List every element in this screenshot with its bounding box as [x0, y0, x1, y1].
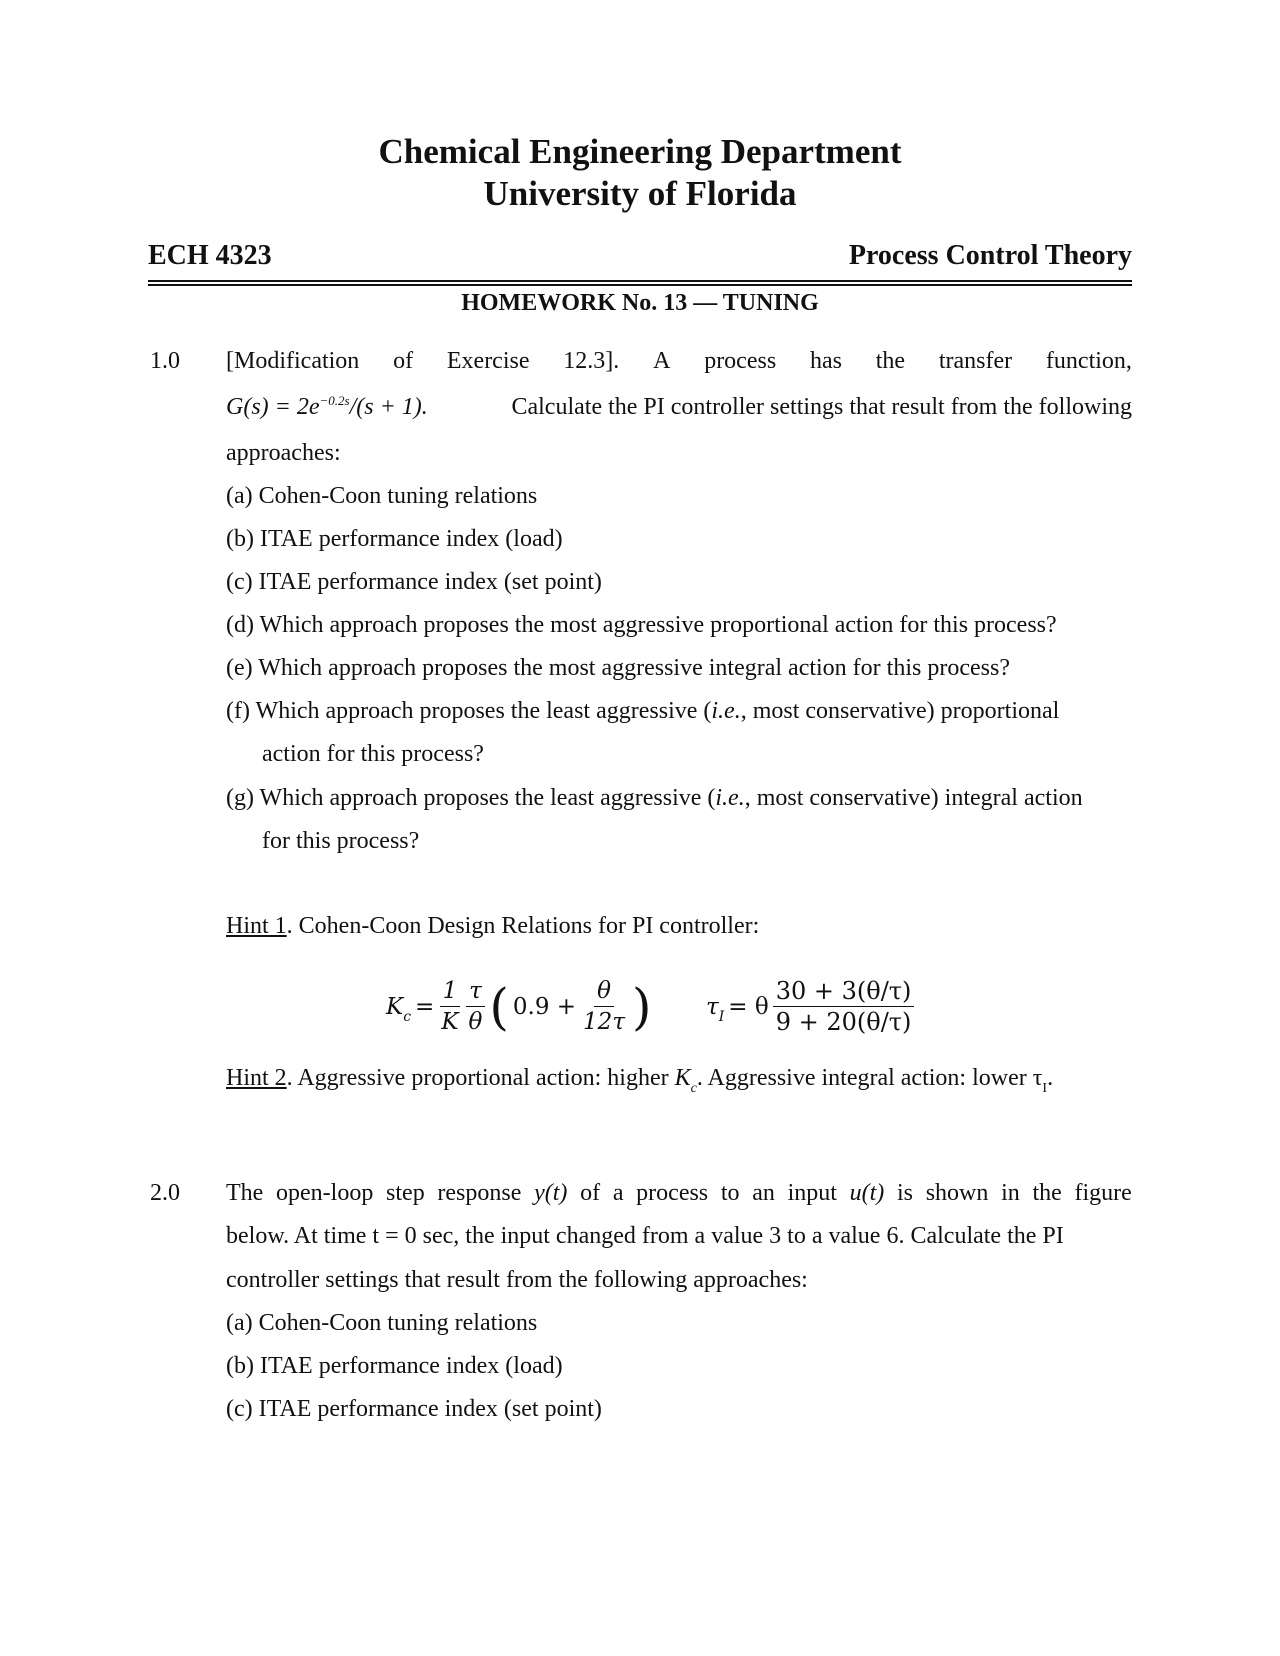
- tau-i-formula: [706, 976, 914, 1037]
- problem-1-item-e: (e) Which approach proposes the most aggressive integral action for this process?: [226, 655, 1010, 681]
- course-name: Process Control Theory: [848, 240, 1132, 271]
- homework-title: HOMEWORK No. 13 — TUNING: [461, 290, 819, 316]
- transfer-function: $G(s) = 2e^{-0.2s}/(s + 1)$.: [226, 393, 428, 420]
- right-paren: ): [632, 977, 652, 1036]
- header-rule-top: [148, 280, 1132, 282]
- intro-word: function,: [1045, 348, 1132, 374]
- transfer-function-tail: Calculate the PI controller settings that result from the following: [511, 394, 1132, 420]
- tau-i-fraction: $\frac{30 + 3(\theta/\tau)}{9 + 20(\theta/\tau)}$: [773, 976, 915, 1037]
- university-title: University of Florida: [483, 174, 797, 213]
- equals: =: [415, 993, 435, 1020]
- tau-i-symbol: $\tau_I$: [706, 993, 725, 1025]
- kc-symbol: $K_c$: [386, 993, 412, 1025]
- problem-2-item-a: (a) Cohen-Coon tuning relations: [226, 1310, 538, 1336]
- problem-2-item-c: (c) ITAE performance index (set point): [226, 1396, 602, 1422]
- intro-word: Exercise: [446, 348, 530, 374]
- fraction-tau-over-theta: $\frac{\tau}{\theta}$: [466, 976, 486, 1037]
- problem-1-item-b: (b) ITAE performance index (load): [226, 526, 563, 552]
- intro-word: transfer: [938, 348, 1013, 374]
- problem-2-line2: below. At time t = 0 sec, the input changed from a value 3 to a value 6. Calculate the PI: [226, 1223, 1064, 1249]
- problem-2-item-b: (b) ITAE performance index (load): [226, 1353, 563, 1379]
- intro-word: process: [704, 348, 777, 374]
- problem-1-item-f-cont: action for this process?: [262, 741, 484, 767]
- problem-1-intro-line3: approaches:: [226, 440, 341, 466]
- constant-term: 0.9 +: [512, 993, 577, 1020]
- equals-theta: = θ: [728, 993, 769, 1020]
- intro-word: the: [875, 348, 906, 374]
- problem-1-number: 1.0: [150, 348, 180, 374]
- intro-word: of: [393, 348, 414, 374]
- problem-2-number: 2.0: [150, 1180, 180, 1206]
- hint-1: [226, 913, 759, 940]
- problem-1-item-a: (a) Cohen-Coon tuning relations: [226, 483, 538, 509]
- kc-symbol-inline: $K_c$: [674, 1065, 697, 1096]
- hint-2-label: Hint 2: [226, 1065, 287, 1091]
- tau-i-symbol-inline: $\tau_I$: [1032, 1065, 1048, 1096]
- problem-1-item-c: (c) ITAE performance index (set point): [226, 569, 602, 595]
- intro-word: [Modification: [226, 348, 360, 374]
- problem-1-item-g-cont: for this process?: [262, 828, 420, 854]
- hint-2: Hint 2. Aggressive proportional action: higher $K_c$. Aggressive integral action: lower $\tau_I$.: [226, 1065, 1054, 1096]
- intro-word: 12.3].: [563, 348, 620, 374]
- intro-word: A: [653, 348, 671, 374]
- intro-word: has: [809, 348, 842, 374]
- problem-1-intro-line1: [226, 348, 1132, 375]
- header-rule-bottom: [148, 284, 1132, 286]
- problem-1-item-f: (f) Which approach proposes the least aggressive (i.e., most conservative) proportional: [226, 698, 1060, 724]
- kc-formula: [386, 976, 652, 1037]
- hint-1-text: . Cohen-Coon Design Relations for PI controller:: [286, 913, 760, 939]
- department-title: Chemical Engineering Department: [378, 132, 902, 171]
- problem-1-item-d: (d) Which approach proposes the most aggressive proportional action for this process?: [226, 612, 1057, 638]
- hint-1-label: Hint 1: [226, 913, 287, 939]
- fraction-theta-over-12tau: $\frac{\theta}{12\tau}$: [583, 978, 626, 1035]
- fraction-1-over-k: $\frac{1}{K}$: [441, 978, 459, 1035]
- problem-2-line3: controller settings that result from the following approaches:: [226, 1267, 808, 1293]
- course-code: ECH 4323: [148, 240, 272, 271]
- problem-1-intro-line2: [226, 393, 1132, 421]
- left-paren: (: [489, 977, 509, 1036]
- problem-1-item-g: (g) Which approach proposes the least aggressive (i.e., most conservative) integral action: [226, 785, 1083, 811]
- problem-2-line1: The open-loop step response y(t) of a process to an input u(t) is shown in the figure: [226, 1180, 1132, 1206]
